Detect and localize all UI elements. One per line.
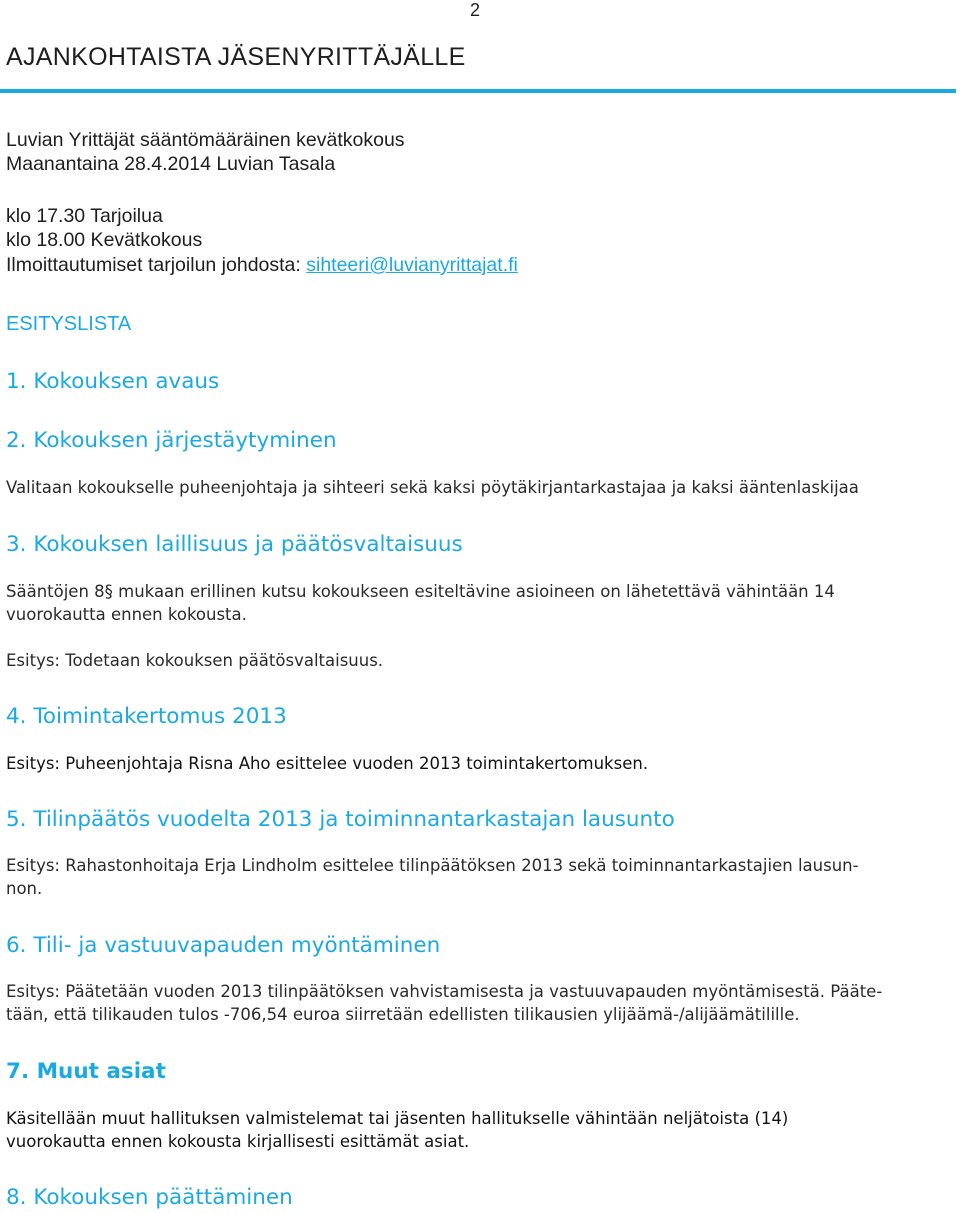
section-4-text: Esitys: Puheenjohtaja Risna Aho esittelee vuoden 2013 toimintakertomuksen. (6, 754, 649, 773)
section-7-text-line1: Käsitellään muut hallituksen valmistelemat tai jäsenten hallitukselle vähintään neljätoista (14) (6, 1109, 789, 1128)
section-heading-1: 1. Kokouksen avaus (6, 369, 220, 394)
meeting-time-serving: klo 17.30 Tarjoilua (6, 205, 163, 227)
section-heading-6: 6. Tili- ja vastuuvapauden myöntäminen (6, 933, 441, 958)
section-6-text-line1: Esitys: Päätetään vuoden 2013 tilinpäätöksen vahvistamisesta ja vastuuvapauden myöntämisestä. Pääte- (6, 982, 883, 1001)
title-divider (0, 89, 956, 93)
section-heading-7: 7. Muut asiat (6, 1059, 166, 1084)
section-heading-8: 8. Kokouksen päättäminen (6, 1185, 293, 1210)
section-7-text-line2: vuorokautta ennen kokousta kirjallisesti esittämät asiat. (6, 1132, 470, 1151)
registration-text: Ilmoittautumiset tarjoilun johdosta: (6, 254, 307, 276)
section-heading-5: 5. Tilinpäätös vuodelta 2013 ja toiminnantarkastajan lausunto (6, 807, 675, 832)
section-heading-4: 4. Toimintakertomus 2013 (6, 704, 287, 729)
section-2-text: Valitaan kokoukselle puheenjohtaja ja sihteeri sekä kaksi pöytäkirjantarkastajaa ja kaksi ääntenlaskijaa (6, 478, 859, 497)
agenda-heading: ESITYSLISTA (6, 313, 132, 335)
section-5-text-line2: non. (6, 879, 43, 898)
page-title: AJANKOHTAISTA JÄSENYRITTÄJÄLLE (6, 43, 466, 71)
section-6-text-line2: tään, että tilikauden tulos -706,54 euroa siirretään edellisten tilikausien ylijäämä-/alijäämätilille. (6, 1005, 800, 1024)
page-number: 2 (470, 0, 481, 20)
email-link[interactable]: sihteeri@luvianyrittajat.fi (306, 254, 518, 276)
section-3-text-line1: Sääntöjen 8§ mukaan erillinen kutsu kokoukseen esiteltävine asioineen on lähetettävä vähintään 14 (6, 582, 835, 601)
meeting-date-place: Maanantaina 28.4.2014 Luvian Tasala (6, 153, 336, 175)
registration-line (6, 253, 518, 277)
section-3-proposal: Esitys: Todetaan kokouksen päätösvaltaisuus. (6, 651, 384, 670)
section-heading-3: 3. Kokouksen laillisuus ja päätösvaltaisuus (6, 532, 463, 557)
meeting-time-meeting: klo 18.00 Kevätkokous (6, 229, 203, 251)
meeting-name: Luvian Yrittäjät sääntömääräinen kevätkokous (6, 129, 405, 151)
section-3-text-line2: vuorokautta ennen kokousta. (6, 605, 247, 624)
section-5-text-line1: Esitys: Rahastonhoitaja Erja Lindholm esittelee tilinpäätöksen 2013 sekä toiminnantarkastajien lausun- (6, 856, 859, 875)
section-heading-2: 2. Kokouksen järjestäytyminen (6, 428, 337, 453)
